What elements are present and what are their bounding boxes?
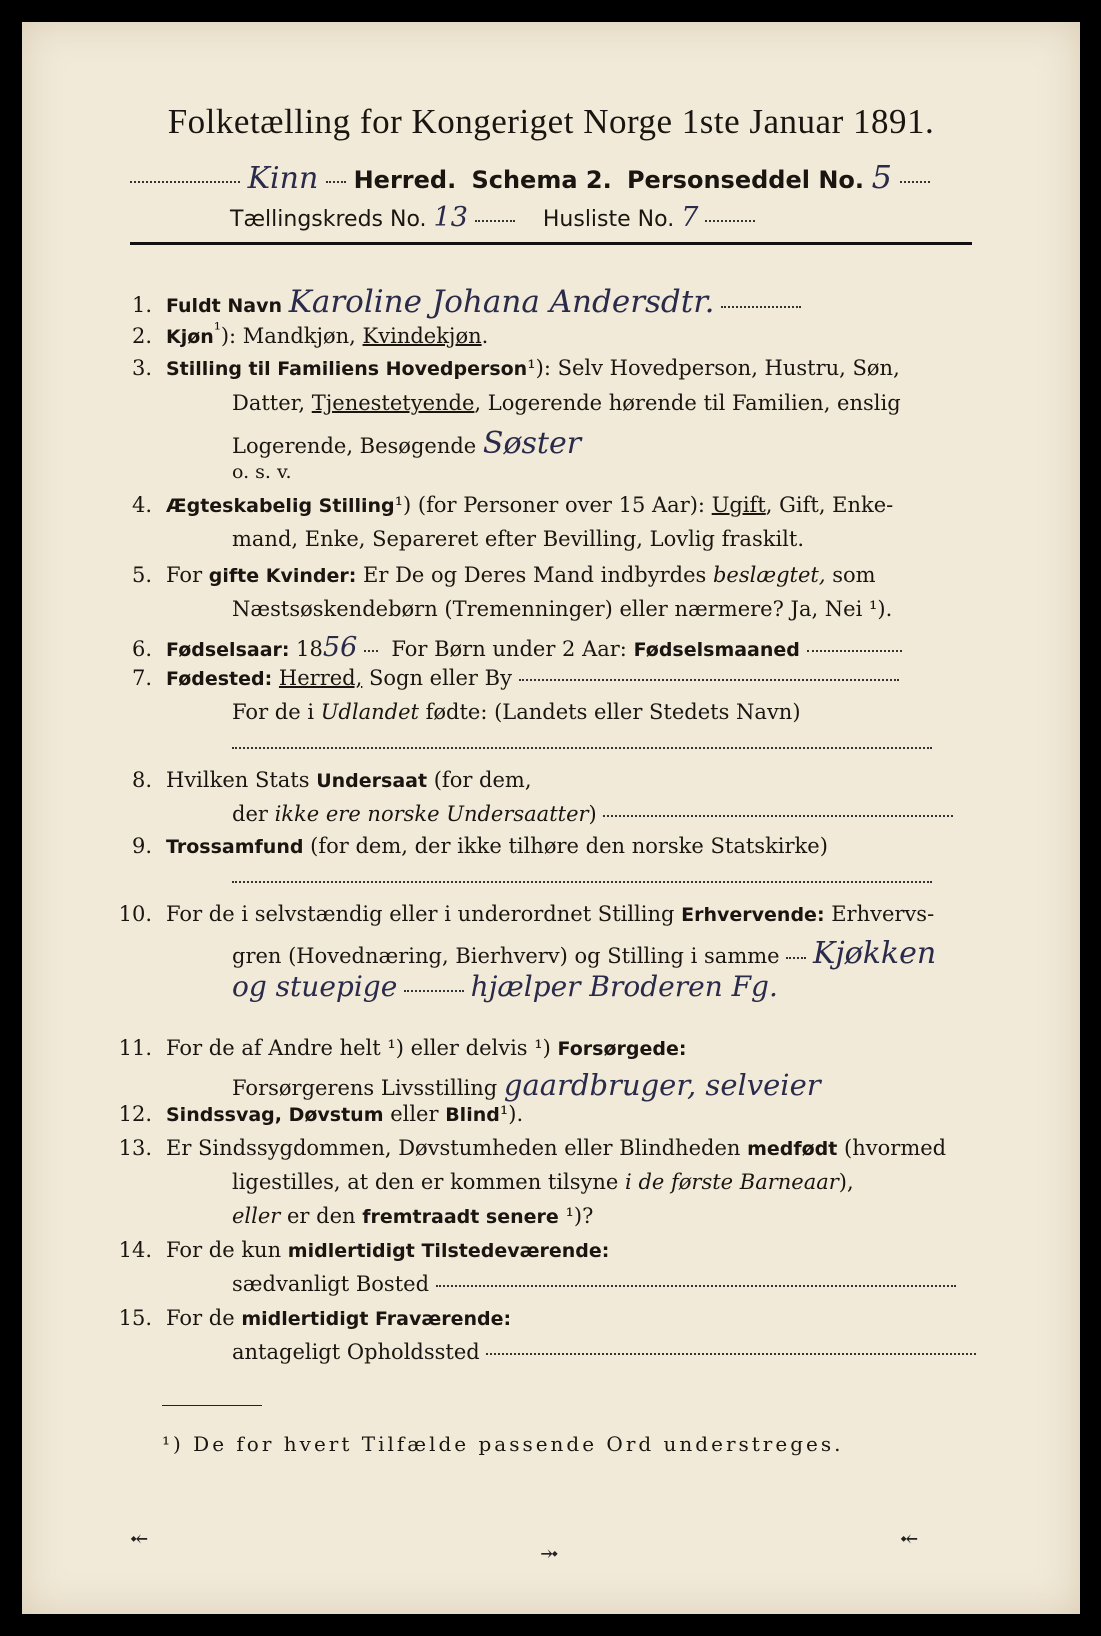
- herred-hand: Kinn: [247, 161, 319, 196]
- question-5: 5. For gifte Kvinder: Er De og Deres Mand indbyrdes beslægtet, som: [131, 563, 876, 587]
- personseddel-label: Personseddel No.: [626, 166, 865, 194]
- question-8: 8. Hvilken Stats Undersaat (for dem,: [131, 768, 532, 792]
- corner-mark-right: ⤝: [900, 1527, 919, 1552]
- question-12: 12. Sindssvag, Døvstum eller Blind¹).: [118, 1102, 524, 1126]
- occupation-hand-2: og stuepige: [232, 970, 398, 1003]
- personseddel-hand: 5: [871, 158, 893, 196]
- herred-label: Herred.: [353, 166, 457, 194]
- husliste-label: Husliste No.: [542, 207, 675, 232]
- census-form: Folketælling for Kongeriget Norge 1ste Januar 1891. Kinn Herred. Schema 2. Personseddel No. 5 Tællingskreds No. 13 Husliste No. 7 1. Fuldt Navn Karoline Johana Andersdtr. 2. Kjøn$^{^1}$): Mandkjøn, Kvindekjøn. 3. Stilling til Familiens Hovedperson¹): Selv Hovedperson, Hustru, Søn, Datter, Tjenestetyende, Logerende hørende til Familien, enslig Logerende, Besøgende Søster o. s. v. 4. Ægteskabelig Stilling¹) (for Personer over 15 Aar): Ugift, Gift, Enke- mand, Enke, Separeret efter Bevilling, Lovlig fraskilt. 5. For gifte Kvinder: Er De og Deres Mand indbyrdes beslægtet, som Næstsøskendebørn (Tremenninger) eller nærmere? Ja, Nei ¹). 6. Fødselsaar: 1856 For Børn under 2 Aar: Fødselsmaaned 7. Fødested: Herred, Sogn eller By For de i Udlandet fødte: (Landets eller Stedets Navn) 8. Hvilken Stats Undersaat (for dem, der ikke ere norske Undersaatter) 9. Trossamfund (for dem, der ikke tilhøre den norske Statskirke) 10. For de i selvstændig eller i underordnet Stilling Erhvervende: Erhvervs- gren (Hovednæring, Bierhverv) og Stilling i samme Kjøkken og stuepige hjælper Broderen Fg. 11. For de af Andre helt ¹) eller delvis ¹) Forsørgede: Forsørgerens Livsstilling gaardbruger, selveier 12. Sindssvag, Døvstum eller Blind¹). 13. Er Sindssygdommen, Døvstumheden eller Blindheden medfødt (hvormed ligestilles, at den er kommen tilsyne i de første Barneaar), eller er den fremtraadt senere ¹)? 14. For de kun midlertidigt Tilstedeværende: sædvanligt Bosted 15. For de midlertidigt Fraværende: antageligt Opholdssted ¹) De for hvert Tilfælde passende Ord understreges. ⤝ ⤞ ⤝: [22, 22, 1080, 1614]
- kreds-label: Tællingskreds No.: [230, 207, 427, 232]
- question-3: 3. Stilling til Familiens Hovedperson¹): Selv Hovedperson, Hustru, Søn,: [131, 356, 900, 380]
- question-9: 9. Trossamfund (for dem, der ikke tilhøre den norske Statskirke): [131, 834, 828, 858]
- header-rule: [130, 242, 972, 245]
- name-hand: Karoline Johana Andersdtr.: [288, 284, 715, 320]
- question-1: 1. Fuldt Navn Karoline Johana Andersdtr.: [112, 284, 801, 320]
- stilling-underlined: Tjenestetyende: [311, 391, 475, 415]
- schema-label: Schema 2.: [471, 166, 612, 194]
- kreds-hand: 13: [433, 202, 468, 233]
- footnote: ¹) De for hvert Tilfælde passende Ord understreges.: [162, 1432, 844, 1456]
- birthyear-hand: 56: [322, 632, 358, 663]
- question-13: 13. Er Sindssygdommen, Døvstumheden eller Blindheden medfødt (hvormed: [118, 1136, 947, 1160]
- occupation-hand-1: Kjøkken: [812, 936, 937, 971]
- question-15: 15. For de midlertidigt Fraværende:: [118, 1306, 512, 1330]
- question-14: 14. For de kun midlertidigt Tilstedeværende:: [118, 1238, 610, 1262]
- question-4: 4. Ægteskabelig Stilling¹) (for Personer over 15 Aar): Ugift, Gift, Enke-: [131, 493, 894, 517]
- question-10: 10. For de i selvstændig eller i underordnet Stilling Erhvervende: Erhvervs-: [118, 902, 935, 926]
- corner-mark-center: ⤞: [540, 1542, 559, 1567]
- question-11: 11. For de af Andre helt ¹) eller delvis ¹) Forsørgede:: [118, 1036, 687, 1060]
- question-2: 2. Kjøn$^{^1}$): Mandkjøn, Kvindekjøn.: [131, 320, 489, 348]
- corner-mark-left: ⤝: [130, 1527, 149, 1552]
- question-7: 7. Fødested: Herred, Sogn eller By: [112, 666, 899, 690]
- stilling-hand: Søster: [482, 426, 582, 461]
- occupation-hand-3: hjælper Broderen Fg.: [470, 970, 778, 1003]
- husliste-hand: 7: [681, 202, 699, 233]
- form-title: Folketælling for Kongeriget Norge 1ste Januar 1891.: [167, 102, 935, 141]
- footnote-rule: [162, 1405, 262, 1406]
- gender-underlined: Kvindekjøn: [362, 324, 482, 348]
- forsorger-hand: gaardbruger, selveier: [503, 1068, 821, 1102]
- header-line-1: [130, 158, 930, 196]
- question-6: 6. Fødselsaar: 1856 For Børn under 2 Aar: Fødselsmaaned: [112, 632, 902, 663]
- header-line-2: [230, 202, 755, 233]
